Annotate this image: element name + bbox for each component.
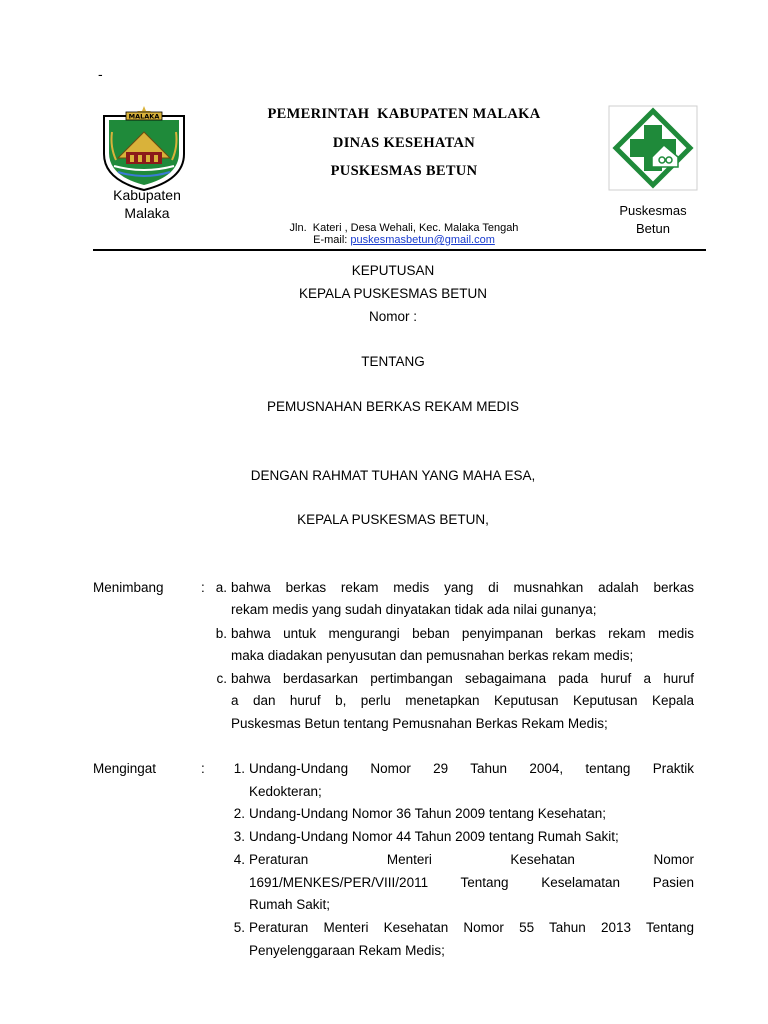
title-nomor: Nomor : [368,309,417,324]
title-kepala: KEPALA PUSKESMAS BETUN [298,286,488,301]
title-rahmat: DENGAN RAHMAT TUHAN YANG MAHA ESA, [250,468,536,483]
menimbang-b-line2: maka diadakan penyusutan dan pemusnahan berkas rekam medis; [231,648,634,663]
title-subject: PEMUSNAHAN BERKAS REKAM MEDIS [266,399,520,414]
mengingat-4-line2: 1691/MENKES/PER/VIII/2011 Tentang Keselamatan Pasien [249,875,694,890]
menimbang-a-line2: rekam medis yang sudah dinyatakan tidak ada nilai gunanya; [231,602,597,617]
menimbang-a-line1: bahwa berkas rekam medis yang di musnahkan adalah berkas [231,580,694,595]
mengingat-4-line1: Peraturan Menteri Kesehatan Nomor [249,852,694,867]
email-label: E-mail: [313,234,351,246]
header-dash: - [98,66,103,82]
left-logo-caption: Kabupaten Malaka [113,187,181,221]
title-tentang: TENTANG [361,354,425,369]
menimbang-b-line1: bahwa untuk mengurangi beban penyimpanan berkas rekam medis [231,626,694,641]
puskesmas-logo [608,105,698,191]
menimbang-colon: : [201,580,205,595]
email-line [200,234,608,246]
header-department: DINAS KESEHATAN [332,135,476,151]
mengingat-label: Mengingat [93,761,157,776]
mengingat-5-line2: Penyelenggaraan Rekam Medis; [249,943,445,958]
header-divider [93,249,706,251]
menimbang-label: Menimbang [93,580,164,595]
mengingat-colon: : [201,761,205,776]
mengingat-5-line1: Peraturan Menteri Kesehatan Nomor 55 Tahun 2013 Tentang [249,920,694,935]
menimbang-c-line2: a dan huruf b, perlu menetapkan Keputusan Keputusan Kepala [231,693,694,708]
menimbang-c-line1: bahwa berdasarkan pertimbangan sebagaimana pada huruf a huruf [231,671,694,686]
mengingat-mark-2: 2. [233,806,245,821]
title-kepala-signatory: KEPALA PUSKESMAS BETUN, [297,512,489,527]
mengingat-mark-3: 3. [233,829,245,844]
mengingat-1-line2: Kedokteran; [249,784,322,799]
title-keputusan: KEPUTUSAN [351,263,435,278]
header-government: PEMERINTAH KABUPATEN MALAKA [267,106,541,122]
header-puskesmas: PUSKESMAS BETUN [330,163,478,179]
mengingat-3-line1: Undang-Undang Nomor 44 Tahun 2009 tentang Rumah Sakit; [249,829,619,844]
menimbang-mark-c: c. [216,671,227,686]
menimbang-c-line3: Puskesmas Betun tentang Pemusnahan Berkas Rekam Medis; [231,716,608,731]
menimbang-mark-b: b. [215,626,227,641]
mengingat-mark-4: 4. [233,852,245,867]
address-line: Jln. Kateri , Desa Wehali, Kec. Malaka Tengah [289,222,519,234]
svg-text:MALAKA: MALAKA [128,112,160,121]
mengingat-4-line3: Rumah Sakit; [249,897,331,912]
mengingat-2-line1: Undang-Undang Nomor 36 Tahun 2009 tentang Kesehatan; [249,806,607,821]
right-logo-caption: Puskesmas Betun [619,203,687,236]
menimbang-mark-a: a. [215,580,227,595]
mengingat-1-line1: Undang-Undang Nomor 29 Tahun 2004, tentang Praktik [249,761,694,776]
mengingat-mark-5: 5. [233,920,245,935]
mengingat-section [93,761,706,971]
email-link[interactable]: puskesmasbetun@gmail.com [350,234,495,246]
kabupaten-malaka-emblem [96,102,192,192]
mengingat-mark-1: 1. [233,761,245,776]
menimbang-section [93,580,706,740]
